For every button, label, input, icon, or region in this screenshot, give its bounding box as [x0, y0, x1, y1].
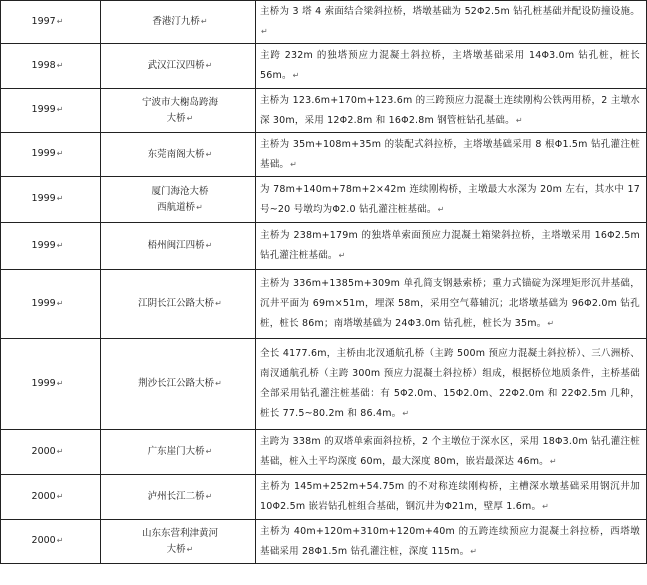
bridge-name-text: 泸州长江二桥 — [147, 491, 205, 503]
description-text: 主桥为 336m+1385m+309m 单孔简支钢悬索桥；重力式锚碇为深埋矩形沉井基础，沉井平面为 69m×51m，埋深 58m，采用空气幕辅沉；北塔墩基础为 96Φ2.0m 钻孔桩，桩长 86m；南塔墩基础为 24Φ3.0m 钻孔桩，桩长为 35m。 — [260, 278, 640, 329]
year-cell — [1, 89, 101, 133]
bridge-name-text: 大桥 — [166, 112, 186, 124]
table-body — [1, 1, 647, 564]
description-cell — [256, 270, 647, 339]
year-cell — [1, 475, 101, 520]
return-mark-icon: ↵ — [56, 446, 64, 456]
bridge-name-cell — [101, 177, 256, 223]
bridge-name-line — [111, 95, 249, 111]
bridge-name-cell — [101, 44, 256, 89]
year-cell — [1, 430, 101, 475]
table-row — [1, 475, 647, 520]
return-mark-icon: ↵ — [402, 409, 410, 418]
bridge-name-line — [111, 542, 249, 558]
bridge-name-cell — [101, 475, 256, 520]
return-mark-icon: ↵ — [56, 536, 64, 546]
table-row — [1, 177, 647, 223]
return-mark-icon: ↵ — [290, 159, 298, 169]
description-cell — [256, 44, 647, 89]
return-mark-icon: ↵ — [200, 17, 208, 27]
return-mark-icon: ↵ — [196, 202, 203, 212]
description-text: 主桥为 145m+252m+54.75m 的不对称连续刚构桥，主槽深水墩基础采用钢沉井加 10Φ2.5m 嵌岩钻孔桩组合基础，钢沉井为Φ21m，壁厚 1.6m。 — [260, 481, 640, 512]
year-text: 1999 — [31, 148, 56, 160]
bridge-name-text: 西航道桥 — [157, 201, 196, 213]
table-row — [1, 44, 647, 89]
return-mark-icon: ↵ — [186, 113, 194, 123]
table-row — [1, 339, 647, 430]
description-cell — [256, 133, 647, 177]
bridge-name-text: 东莞南阁大桥 — [147, 148, 205, 160]
table-row — [1, 133, 647, 177]
bridge-name-cell — [101, 1, 256, 44]
return-mark-icon: ↵ — [56, 378, 64, 388]
table-row — [1, 430, 647, 475]
return-mark-icon: ↵ — [56, 240, 64, 250]
description-cell — [256, 223, 647, 270]
return-mark-icon: ↵ — [205, 492, 213, 502]
description-text: 为 78m+140m+78m+2×42m 连续刚构桥，主墩最大水深为 20m 左右，其水中 17 号~20 号墩均为Φ2.0 钻孔灌注桩基础。 — [260, 183, 640, 215]
return-mark-icon: ↵ — [56, 149, 64, 159]
description-text: 主桥为 3 塔 4 索面结合梁斜拉桥，塔墩基础为 52Φ2.5m 钻孔桩基础并配设防撞设施。 — [260, 6, 640, 17]
bridge-name-line — [111, 184, 249, 200]
description-cell — [256, 1, 647, 44]
return-mark-icon: ↵ — [549, 457, 557, 466]
year-text: 2000 — [31, 490, 56, 502]
year-cell — [1, 133, 101, 177]
return-mark-icon: ↵ — [215, 379, 222, 389]
year-cell — [1, 339, 101, 430]
table-row — [1, 520, 647, 564]
return-mark-icon: ↵ — [56, 194, 64, 204]
table-row — [1, 1, 647, 44]
year-cell — [1, 223, 101, 270]
year-cell — [1, 520, 101, 564]
table-row — [1, 89, 647, 133]
bridge-name-line — [111, 526, 249, 542]
return-mark-icon: ↵ — [470, 546, 478, 556]
return-mark-icon: ↵ — [547, 319, 555, 328]
return-mark-icon: ↵ — [56, 105, 64, 115]
return-mark-icon: ↵ — [205, 149, 213, 159]
return-mark-icon: ↵ — [186, 544, 194, 554]
description-cell — [256, 177, 647, 223]
bridge-name-cell — [101, 133, 256, 177]
bridge-name-text: 荆沙长江公路大桥 — [138, 378, 215, 390]
bridge-name-cell — [101, 223, 256, 270]
description-text: 主跨为 338m 的双塔单索面斜拉桥，2 个主墩位于深水区，采用 18Φ3.0m 钻孔灌注桩基础，桩入土平均深度 60m，最大深度 80m，嵌岩最深达 46m。 — [260, 436, 640, 467]
table-row — [1, 223, 647, 270]
year-cell — [1, 270, 101, 339]
bridge-name-cell — [101, 430, 256, 475]
bridge-name-text: 香港汀九桥 — [152, 16, 200, 28]
bridge-name-cell — [101, 339, 256, 430]
return-mark-icon: ↵ — [205, 61, 213, 71]
return-mark-icon: ↵ — [56, 60, 64, 70]
return-mark-icon: ↵ — [205, 241, 213, 251]
bridge-name-cell — [101, 520, 256, 564]
description-text: 主桥为 123.6m+170m+123.6m 的三跨预应力混凝土连续刚构公铁两用桥，2 主墩水深 30m，采用 12Φ2.8m 和 16Φ2.8m 钢管桩钻孔基础。 — [260, 94, 640, 126]
year-cell — [1, 1, 101, 44]
description-cell — [256, 89, 647, 133]
year-text: 1999 — [31, 377, 56, 389]
return-mark-icon: ↵ — [437, 204, 445, 214]
description-text: 主桥为 238m+179m 的独塔单索面预应力混凝土箱梁斜拉桥，主塔墩采用 16Φ2.5m 钻孔灌注桩基础。 — [260, 230, 640, 261]
return-mark-icon: ↵ — [56, 491, 64, 501]
year-cell — [1, 44, 101, 89]
return-mark-icon: ↵ — [56, 298, 64, 308]
year-text: 1999 — [31, 239, 56, 251]
year-text: 1999 — [31, 193, 56, 205]
bridge-name-line — [111, 489, 249, 505]
bridge-name-text: 广东崖门大桥 — [147, 446, 205, 458]
bridge-name-cell — [101, 89, 256, 133]
year-text: 1998 — [31, 59, 56, 71]
return-mark-icon: ↵ — [542, 502, 550, 511]
bridge-name-line — [111, 238, 249, 254]
return-mark-icon: ↵ — [205, 447, 213, 457]
description-cell — [256, 339, 647, 430]
return-mark-icon: ↵ — [215, 299, 222, 309]
description-text: 全长 4177.6m，主桥由北汊通航孔桥（主跨 500m 预应力混凝土斜拉桥）、三八洲桥、南汊通航孔桥（主跨 300m 预应力混凝土斜拉桥）组成，根据桥位地质条件，主桥基础全部采用钻孔灌注桩基础：有 5Φ2.0m、15Φ2.0m、22Φ2.0m 和 22Φ2.5m 几种，桩长 77.5~80.2m 和 86.4m。 — [260, 348, 640, 419]
bridge-name-line — [111, 58, 249, 74]
return-mark-icon: ↵ — [56, 16, 64, 26]
year-cell — [1, 177, 101, 223]
bridge-name-text: 江阴长江公路大桥 — [138, 298, 215, 310]
year-text: 1997 — [31, 15, 56, 27]
bridge-name-line — [111, 376, 249, 392]
year-text: 1999 — [31, 297, 56, 309]
bridge-name-line — [111, 111, 249, 127]
return-mark-icon: ↵ — [292, 71, 300, 80]
return-mark-icon: ↵ — [261, 27, 268, 36]
year-text: 2000 — [31, 445, 56, 457]
bridge-name-text: 梧州闽江四桥 — [147, 240, 205, 252]
bridge-name-cell — [101, 270, 256, 339]
bridge-name-line — [111, 147, 249, 163]
bridge-name-line — [111, 444, 249, 460]
description-text: 主桥为 40m+120m+310m+120m+40m 的五跨连续预应力混凝土斜拉桥，西塔墩基础采用 28Φ1.5m 钻孔灌注桩，深度 115m。 — [260, 525, 640, 557]
bridge-name-text: 大桥 — [166, 543, 186, 555]
description-cell — [256, 475, 647, 520]
description-text: 主跨 232m 的独塔预应力混凝土斜拉桥，主塔墩基础采用 14Φ3.0m 钻孔桩，桩长 56m。 — [260, 50, 640, 81]
bridge-name-line — [111, 296, 249, 312]
return-mark-icon: ↵ — [515, 115, 523, 125]
bridge-name-line — [111, 14, 249, 30]
return-mark-icon: ↵ — [338, 251, 346, 260]
bridge-name-line — [111, 200, 249, 216]
bridge-name-text: 宁波市大榭岛跨海 — [141, 97, 218, 108]
table-row — [1, 270, 647, 339]
year-text: 1999 — [31, 104, 56, 116]
bridge-name-text: 厦门海沧大桥 — [151, 186, 209, 197]
year-text: 2000 — [31, 535, 56, 547]
description-text: 主桥为 35m+108m+35m 的装配式斜拉桥，主塔墩基础采用 8 根Φ1.5m 钻孔灌注桩基础。 — [260, 138, 640, 170]
description-cell — [256, 430, 647, 475]
bridge-name-text: 山东东营利津黄河 — [141, 528, 218, 539]
bridge-name-text: 武汉江汉四桥 — [147, 60, 205, 72]
description-cell — [256, 520, 647, 564]
